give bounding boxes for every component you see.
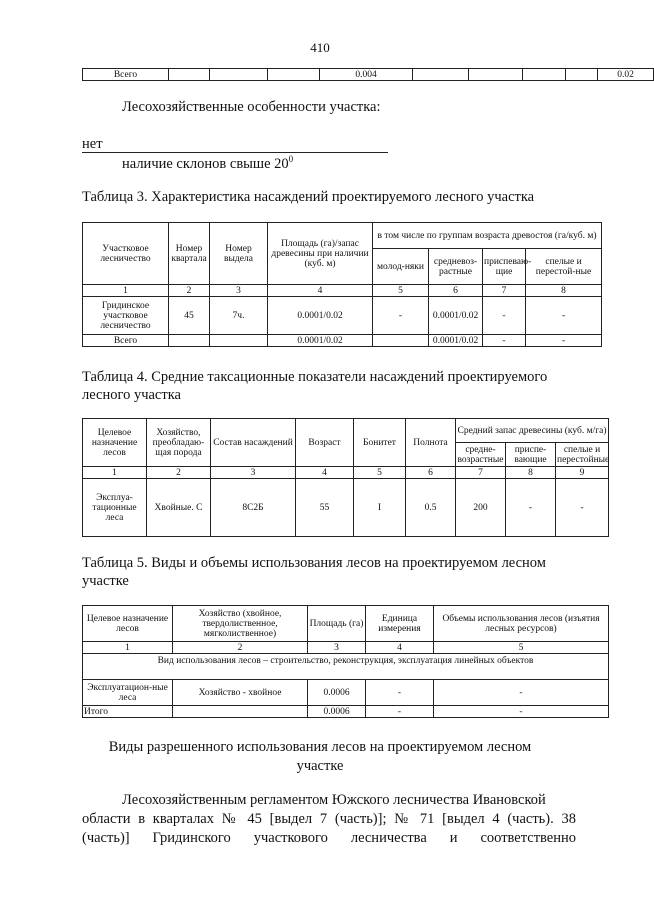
features-value: нет [82,136,103,152]
t4-bonitet: I [354,479,406,537]
t3-h-middle: средневоз-растные [429,249,483,285]
t3-total-label: Всего [83,335,169,347]
top-total-table [82,68,654,81]
t4-age: 55 [296,479,354,537]
t3-h-section: Номер выдела [210,223,268,285]
t4-maturing: - [506,479,556,537]
t3-h-group: в том числе по группам возраста древостоя (га/куб. м) [373,223,602,249]
table5: Целевое назначение лесов Хозяйство (хвойное, твердолиственное, мягколиственное) Площадь (га) Единица измерения Объемы использования лесов (изъятия лесных ресурсов) 1 2 3 4 5 Вид использования лесов – строительство, реконструкция, эксплуатация линейных объектов Эксплуатацион-ные леса Хозяйство - хвойное 0.0006 - - Итого 0.0006 - - [82,605,609,718]
t4-mature: - [556,479,609,537]
t5-total-volume: - [434,706,609,718]
t5-h-purpose: Целевое назначение лесов [83,606,173,642]
t3-h-area: Площадь (га)/запас древесины при наличии (куб. м) [268,223,373,285]
t4-h-mature: спелые и перестойные [557,444,610,465]
t5-h-farm: Хозяйство (хвойное, твердолиственное, мягколиственное) [173,606,308,642]
t5-unit: - [366,680,434,706]
t3-area: 0.0001/0.02 [268,297,373,335]
t4-density: 0.5 [406,479,456,537]
t3-h-maturing: приспеваю-щие [483,249,526,285]
table-row [83,706,609,718]
t3-h-mature: спелые и перестой-ные [526,249,602,285]
t4-h-age: Возраст [296,419,354,467]
t4-h-farm: Хозяйство, преобладаю-щая порода [147,419,211,467]
t5-area: 0.0006 [308,680,366,706]
t4-h-composition: Состав насаждений [211,419,296,467]
t3-total-middle: 0.0001/0.02 [429,335,483,347]
t4-h-density: Полнота [406,419,456,467]
t4-purpose: Эксплуа-тационные леса [83,479,147,537]
t3-middle: 0.0001/0.02 [429,297,483,335]
table4-caption-line1: Таблица 4. Средние таксационные показатели насаждений проектируемого [82,369,548,385]
paragraph-line2: области в кварталах № 45 [выдел 7 (часть)]; № 71 [выдел 4 (часть). 38 [82,811,576,827]
t5-volume: - [434,680,609,706]
t5-total-unit: - [366,706,434,718]
t5-farm: Хозяйство - хвойное [173,680,308,706]
t3-h-forestry: Участковое лесничество [83,223,169,285]
t5-span-row: Вид использования лесов – строительство, реконструкция, эксплуатация линейных объектов [83,654,609,680]
page-number: 410 [310,40,330,55]
features-slopes: наличие склонов свыше $20^0$ [122,154,294,172]
features-heading: Лесохозяйственные особенности участка: [122,99,381,115]
t5-h-area: Площадь (га) [308,606,366,642]
t3-total-area: 0.0001/0.02 [268,335,373,347]
t3-section: 7ч. [210,297,268,335]
table5-caption-line1: Таблица 5. Виды и объемы использования лесов на проектируемом лесном [82,555,546,571]
t3-mature: - [526,297,602,335]
t3-young: - [373,297,429,335]
top-total-stock: 0.02 [598,69,654,81]
t3-maturing: - [483,297,526,335]
t5-purpose: Эксплуатацион-ные леса [83,680,173,706]
t3-h-young: молод-няки [373,249,429,285]
table-row [83,335,602,347]
t4-h-middle: средне-возрастные [456,443,506,467]
t3-forestry: Гридинское участковое лесничество [83,297,169,335]
t5-h-unit: Единица измерения [366,606,434,642]
table-row [83,479,609,537]
table4: Целевое назначение лесов Хозяйство, преобладаю-щая порода Состав насаждений Возраст Бонитет Полнота Средний запас древесины (куб. м/га) средне-возрастные приспе-вающие спелые и перестойные 1 2 3 4 5 6 7 8 9 Эксплуа-тационные леса Хвойные. С 8С2Б 55 I 0.5 200 - - [82,418,609,537]
t5-total-label: Итого [83,706,173,718]
table4-caption-line2: лесного участка [82,387,181,403]
t4-farm: Хвойные. С [147,479,211,537]
table3-caption: Таблица 3. Характеристика насаждений проектируемого лесного участка [82,189,535,205]
t5-total-area: 0.0006 [308,706,366,718]
t4-middle: 200 [456,479,506,537]
section-title-line1: Виды разрешенного использования лесов на проектируемом лесном [108,739,532,755]
section-title-line2: участке [296,758,344,774]
table-row [83,680,609,706]
table-row [83,297,602,335]
table5-caption-line2: участке [82,573,129,589]
t5-h-volume: Объемы использования лесов (изъятия лесных ресурсов) [434,606,609,642]
top-total-label: Всего [83,69,169,81]
t4-h-bonitet: Бонитет [354,419,406,467]
table3: Участковое лесничество Номер квартала Номер выдела Площадь (га)/запас древесины при наличии (куб. м) в том числе по группам возраста древостоя (га/куб. м) молод-няки средневоз-растные приспеваю-щие спелые и перестой-ные 1 2 3 4 5 6 7 8 Гридинское участковое лесничество 45 7ч. 0.0001/0.02 - 0.0001/0.02 - - Всего 0.0001/0.02 0.0001/0.02 - - [82,222,602,347]
t3-total-mature: - [526,335,602,347]
t4-h-maturing: приспе-вающие [506,443,556,467]
top-total-area: 0.004 [320,69,413,81]
t3-h-quarter: Номер квартала [169,223,210,285]
t4-h-purpose: Целевое назначение лесов [83,419,147,467]
t3-total-maturing: - [483,335,526,347]
paragraph-line1: Лесохозяйственным регламентом Южского лесничества Ивановской [122,792,546,808]
t3-quarter: 45 [169,297,210,335]
paragraph-line3: (часть)] Гридинского участкового лесничества и соответственно [82,830,576,846]
t4-composition: 8С2Б [211,479,296,537]
t4-h-stock: Средний запас древесины (куб. м/га) [456,419,609,443]
